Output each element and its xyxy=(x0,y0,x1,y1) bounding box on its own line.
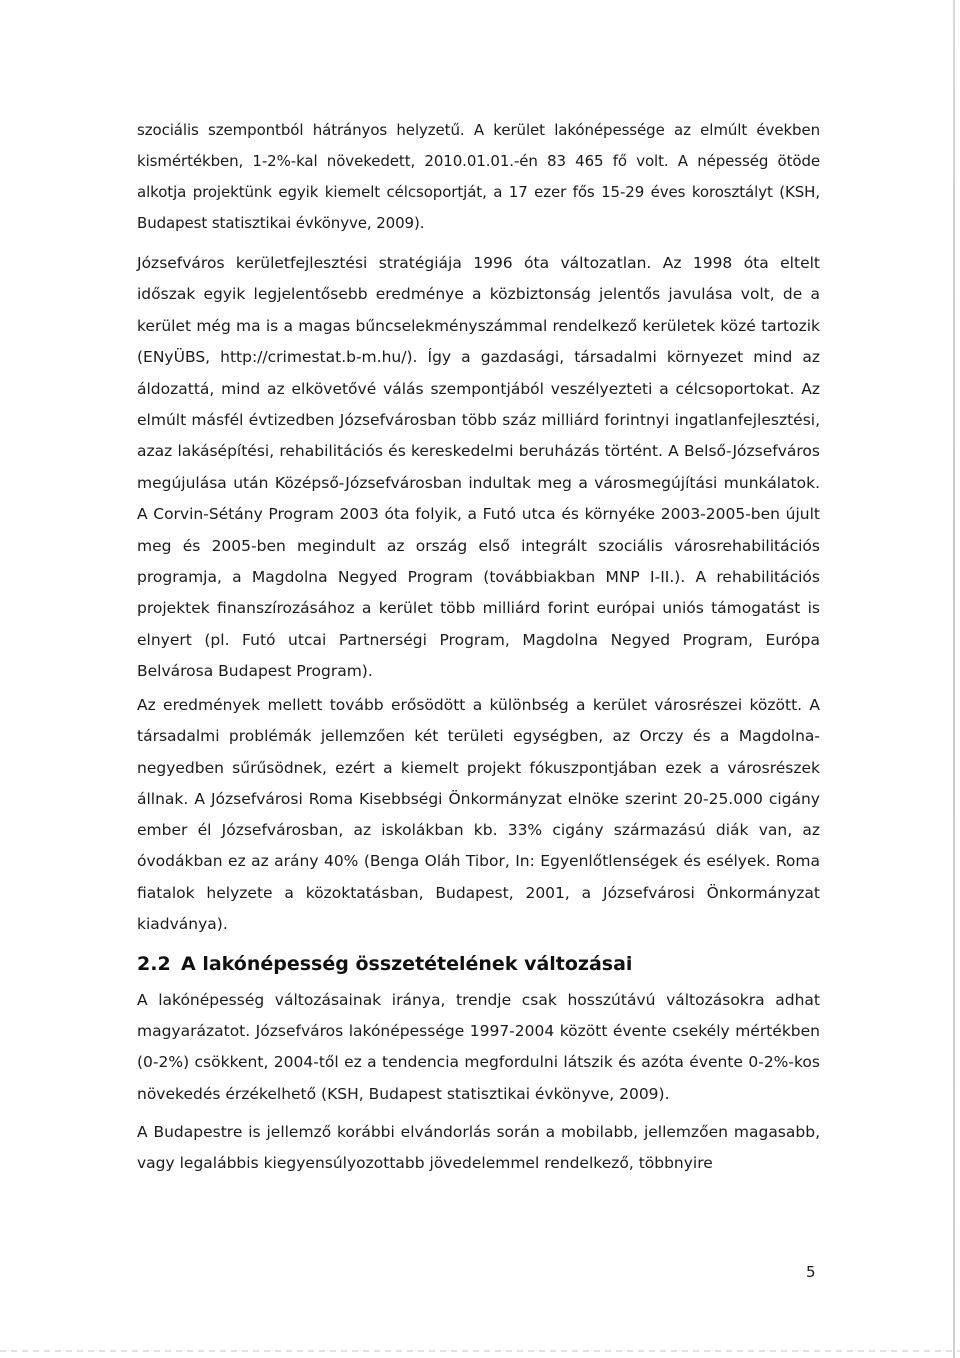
section-title: A lakónépesség összetételének változásai xyxy=(181,953,633,975)
paragraph-strategy: Józsefváros kerületfejlesztési stratégiája 1996 óta változatlan. Az 1998 óta eltelt időszak egyik legjelentősebb eredménye a közbiztonság jelentős javulása volt, de a kerület még ma is a magas bűncselekményszámmal rendelkező kerületek közé tartozik (ENyÜBS, http://crimestat.b-m.hu/). Így a gazdasági, társadalmi környezet mind az áldozattá, mind az elkövetővé válás szempontjából veszélyezteti a célcsoportokat. Az elmúlt másfél évtizedben Józsefvárosban több száz milliárd forintnyi ingatlanfejlesztési, azaz lakásépítési, rehabilitációs és kereskedelmi beruházás történt. A Belső-Józsefváros megújulása után Középső-Józsefvárosban indultak meg a városmegújítási munkálatok. A Corvin-Sétány Program 2003 óta folyik, a Futó utca és környéke 2003-2005-ben újult meg és 2005-ben megindult az ország első integrált szociális városrehabilitációs programja, a Magdolna Negyed Program (továbbiakban MNP I-II.). A rehabilitációs projektek finanszírozásához a kerület több milliárd forint európai uniós támogatást is elnyert (pl. Futó utcai Partnerségi Program, Magdolna Negyed Program, Európa Belvárosa Budapest Program). xyxy=(137,254,820,681)
page-number: 5 xyxy=(806,1263,816,1281)
paragraph-migration: A Budapestre is jellemző korábbi elvándorlás során a mobilabb, jellemzően magasabb, vagy legalábbis kiegyensúlyozottabb jövedelemmel rendelkező, többnyire xyxy=(137,1123,820,1173)
paragraph-intro: szociális szempontból hátrányos helyzetű. A kerület lakónépessége az elmúlt években kismértékben, 1-2%-kal növekedett, 2010.01.01.-én 83 465 fő volt. A népesség ötöde alkotja projektünk egyik kiemelt célcsoportját, a 17 ezer fős 15-29 éves korosztályt (KSH, Budapest statisztikai évkönyve, 2009). xyxy=(137,121,820,232)
section-heading xyxy=(137,949,632,979)
scan-edge-bottom xyxy=(0,1350,960,1352)
paragraph-results: Az eredmények mellett tovább erősödött a különbség a kerület városrészei között. A társadalmi problémák jellemzően két területi egységben, az Orczy és a Magdolna-negyedben sűrűsödnek, ezért a kiemelt projekt fókuszpontjában ezek a városrészek állnak. A Józsefvárosi Roma Kisebbségi Önkormányzat elnöke szerint 20-25.000 cigány ember él Józsefvárosban, az iskolákban kb. 33% cigány származású diák van, az óvodákban ez az arány 40% (Benga Oláh Tibor, In: Egyenlőtlenségek és esélyek. Roma fiatalok helyzete a közoktatásban, Budapest, 2001, a Józsefvárosi Önkormányzat kiadványa). xyxy=(137,696,820,934)
section-number: 2.2 xyxy=(137,953,171,975)
scan-edge-right xyxy=(953,0,955,1358)
paragraph-population-trend: A lakónépesség változásainak iránya, trendje csak hosszútávú változásokra adhat magyarázatot. Józsefváros lakónépessége 1997-2004 között évente csekély mértékben (0-2%) csökkent, 2004-től ez a tendencia megfordulni látszik és azóta évente 0-2%-kos növekedés érzékelhető (KSH, Budapest statisztikai évkönyve, 2009). xyxy=(137,991,820,1103)
